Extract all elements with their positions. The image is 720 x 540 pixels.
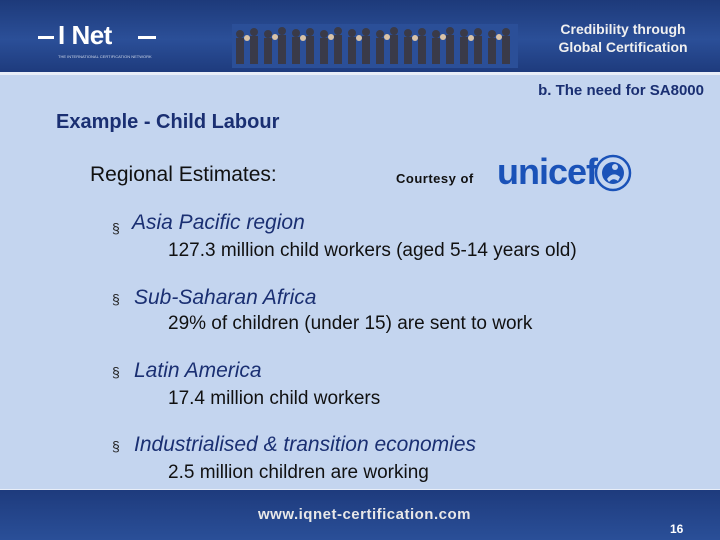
page-number: 16 (670, 522, 684, 536)
logo-right-dash (138, 36, 156, 39)
region-name: Sub-Saharan Africa (134, 286, 317, 309)
slide-title: Example - Child Labour (56, 111, 280, 133)
region-stat: 127.3 million child workers (aged 5-14 years old) (168, 240, 577, 261)
region-stat: 2.5 million children are working (168, 462, 429, 483)
region-name: Latin America (134, 359, 262, 382)
bullet-icon: § (112, 220, 120, 236)
bullet-icon: § (112, 291, 120, 307)
tagline-line-2: Global Certification (558, 39, 688, 55)
region-stat: 29% of children (under 15) are sent to work (168, 313, 533, 334)
section-label: b. The need for SA8000 (538, 82, 704, 99)
region-name: Asia Pacific region (132, 211, 305, 234)
courtesy-label: Courtesy of (396, 171, 474, 186)
logo-left-dash (38, 36, 54, 39)
bullet-icon: § (112, 438, 120, 454)
crowd-photo-icon (232, 24, 518, 68)
header-banner (0, 0, 720, 72)
region-name: Industrialised & transition economies (134, 433, 477, 456)
header-divider (0, 72, 720, 75)
header-tagline (538, 20, 708, 56)
unicef-logo: unicef (497, 151, 598, 192)
bullet-icon: § (112, 364, 120, 380)
logo-tagline: THE INTERNATIONAL CERTIFICATION NETWORK (58, 54, 152, 59)
iqnet-logo: I Net (58, 20, 112, 50)
subtitle: Regional Estimates: (90, 163, 277, 186)
tagline-line-1: Credibility through (560, 21, 686, 37)
website-url: www.iqnet-certification.com (258, 506, 471, 523)
region-stat: 17.4 million child workers (168, 388, 381, 409)
unicef-emblem-icon (593, 153, 633, 193)
